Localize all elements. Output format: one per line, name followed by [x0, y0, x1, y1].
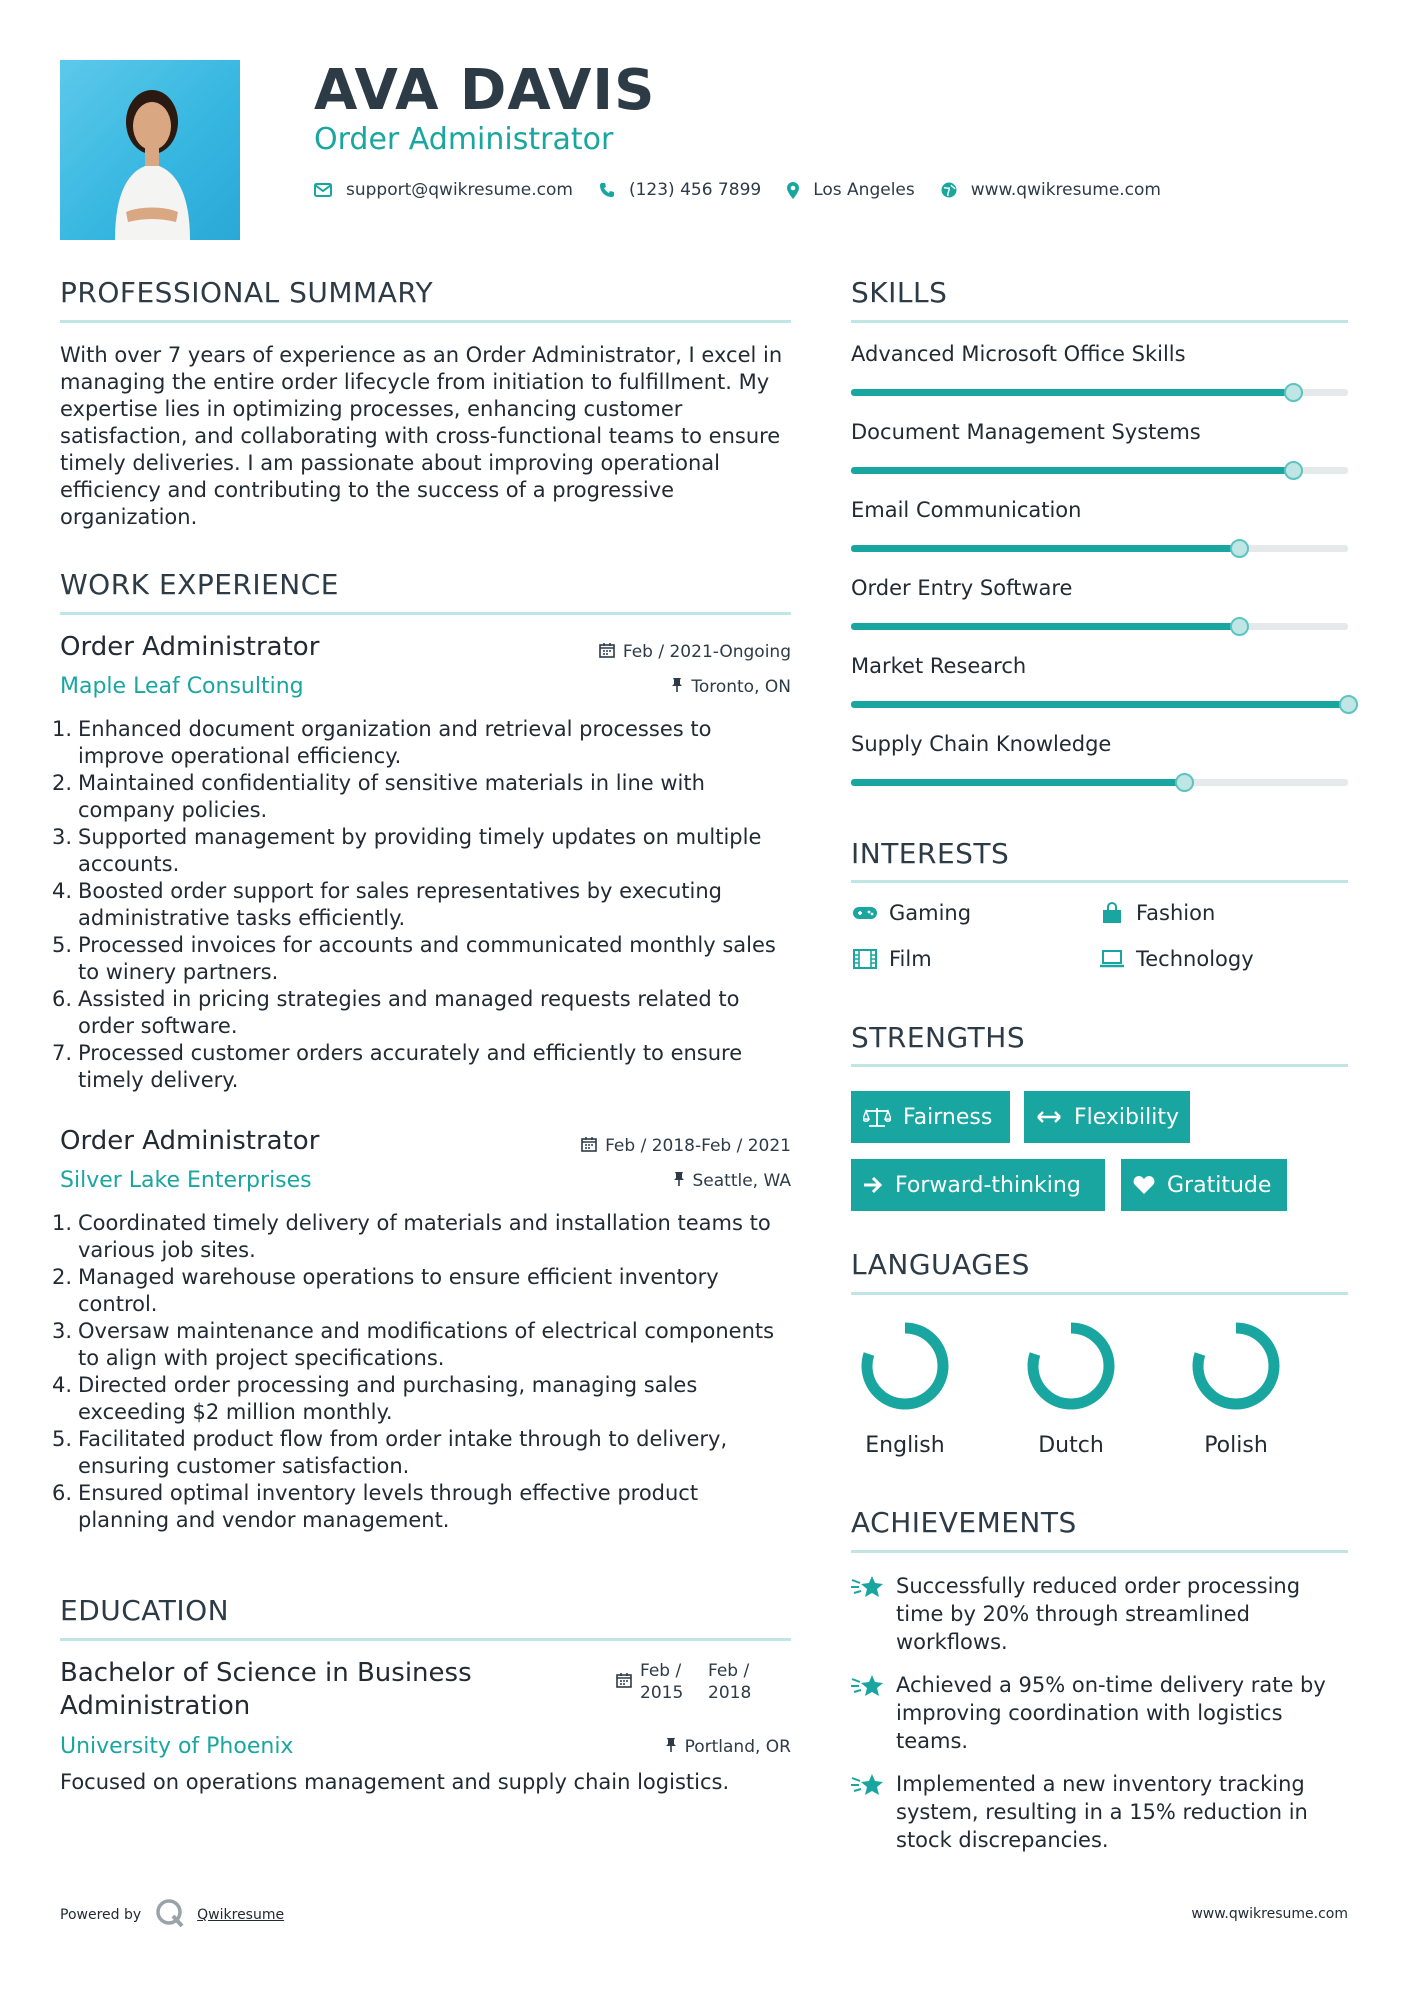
brand-link[interactable]: Qwikresume: [197, 1907, 285, 1923]
interests-divider: [851, 880, 1348, 883]
job-date: [599, 642, 791, 662]
skill-bar-fill: [851, 389, 1293, 396]
education-school: University of Phoenix: [60, 1734, 294, 1759]
list-item: 5. Processed invoices for accounts and communicated monthly sales to winery partners.: [52, 933, 776, 984]
strength-chip-fairness: [851, 1091, 1010, 1143]
contact-email[interactable]: [314, 180, 573, 200]
strengths-heading: STRENGTHS: [851, 1021, 1026, 1054]
education-divider: [60, 1638, 791, 1641]
arrow-right-icon: [863, 1176, 883, 1194]
heart-icon: [1133, 1175, 1155, 1195]
person-silhouette-icon: [60, 60, 240, 240]
achievement-text: Achieved a 95% on-time delivery rate by improving coordination with logistics teams.: [896, 1673, 1326, 1753]
job-location: [673, 1171, 792, 1191]
list-item: 1. Enhanced document organization and retrieval processes to improve operational efficiency.: [52, 717, 712, 768]
summary-text: With over 7 years of experience as an Order Administrator, I excel in managing the entire order lifecycle from initiation to fulfillment. My expertise lies in optimizing processes, enhancing customer satisfaction, and collaborating with cross-functional teams to ensure timely deliveries. I am passionate about improving operational efficiency and contributing to the success of a progressive organization.: [60, 343, 783, 529]
gamepad-icon: [851, 905, 879, 921]
list-item: 5. Facilitated product flow from order intake through to delivery, ensuring customer satisfaction.: [52, 1427, 728, 1478]
education-location-text: Portland, OR: [684, 1737, 791, 1757]
candidate-role: Order Administrator: [314, 122, 614, 157]
shopping-bag-icon: [1098, 902, 1126, 924]
shooting-star-icon: [851, 1574, 885, 1607]
strength-chip-gratitude: [1121, 1159, 1287, 1211]
education-degree: Bachelor of Science in Business Administration: [60, 1658, 472, 1721]
laptop-icon: [1098, 950, 1126, 968]
education-heading: EDUCATION: [60, 1594, 230, 1627]
skill-bar-knob: [1339, 695, 1358, 714]
skill-bar-fill: [851, 779, 1184, 786]
interest-label: Film: [889, 947, 932, 971]
list-item: 2. Maintained confidentiality of sensitive materials in line with company policies.: [52, 771, 705, 822]
interest-label: Gaming: [889, 901, 972, 925]
list-item: 4. Boosted order support for sales representatives by executing administrative tasks efficiently.: [52, 879, 722, 930]
skill-bar-knob: [1284, 461, 1303, 480]
footer-powered-by: [60, 1898, 284, 1932]
list-item: 3. Oversaw maintenance and modifications of electrical components to align with project specifications.: [52, 1319, 775, 1370]
skill-bar-fill: [851, 467, 1293, 474]
job-duties-list: [52, 1210, 791, 1534]
phone-text: (123) 456 7899: [628, 180, 762, 200]
candidate-name: AVA DAVIS: [314, 58, 656, 123]
job-title: Order Administrator: [60, 632, 320, 662]
skill-name: Document Management Systems: [851, 420, 1201, 444]
contact-location: [787, 180, 915, 200]
email-text: support@qwikresume.com: [346, 180, 573, 200]
strength-label: Fairness: [903, 1104, 993, 1130]
balance-scale-icon: [863, 1106, 891, 1128]
strength-label: Flexibility: [1074, 1104, 1179, 1130]
pin-icon: [673, 1171, 685, 1191]
education-location: [665, 1737, 791, 1757]
map-marker-icon: [787, 182, 799, 199]
language-name: English: [865, 1433, 945, 1458]
skill-bar: [851, 545, 1348, 552]
education-date-end: Feb / 2018: [708, 1661, 752, 1703]
skill-bar-knob: [1230, 617, 1249, 636]
interest-fashion: [1098, 901, 1215, 925]
interest-technology: [1098, 947, 1254, 971]
achievements-divider: [851, 1550, 1348, 1553]
language-name: Dutch: [1038, 1433, 1104, 1458]
job-duties-list: [52, 716, 791, 1094]
job-date-text: Feb / 2021-Ongoing: [622, 642, 791, 662]
skill-bar: [851, 389, 1348, 396]
shooting-star-icon: [851, 1772, 885, 1805]
languages-divider: [851, 1292, 1348, 1295]
list-item: 6. Ensured optimal inventory levels through effective product planning and vendor management.: [52, 1481, 699, 1532]
skill-bar: [851, 701, 1348, 708]
achievement-text: Successfully reduced order processing time by 20% through streamlined workflows.: [896, 1574, 1301, 1654]
pin-icon: [665, 1737, 677, 1757]
skill-bar-knob: [1284, 383, 1303, 402]
contact-bar: [314, 180, 1187, 200]
pin-icon: [671, 677, 683, 697]
footer-website[interactable]: www.qwikresume.com: [1191, 1906, 1348, 1922]
skill-bar: [851, 467, 1348, 474]
calendar-icon: [616, 1672, 632, 1694]
list-item: 1. Coordinated timely delivery of materials and installation teams to various job sites.: [52, 1211, 771, 1262]
job-company: Silver Lake Enterprises: [60, 1168, 312, 1193]
interest-label: Technology: [1136, 947, 1254, 971]
job-location-text: Seattle, WA: [692, 1171, 791, 1191]
shooting-star-icon: [851, 1673, 885, 1706]
globe-icon: [941, 182, 957, 198]
job-location-text: Toronto, ON: [691, 677, 791, 697]
list-item: 3. Supported management by providing timely updates on multiple accounts.: [52, 825, 762, 876]
achievement-text: Implemented a new inventory tracking system, resulting in a 15% reduction in stock discrepancies.: [896, 1772, 1308, 1852]
skill-bar-fill: [851, 545, 1239, 552]
list-item: 6. Assisted in pricing strategies and managed requests related to order software.: [52, 987, 740, 1038]
qwikresume-logo-icon: [155, 1898, 185, 1932]
interest-label: Fashion: [1136, 901, 1216, 925]
language-progress-ring: [859, 1320, 951, 1412]
phone-icon: [599, 182, 615, 198]
interest-film: [851, 947, 932, 971]
list-item: 7. Processed customer orders accurately and efficiently to ensure timely delivery.: [52, 1041, 743, 1092]
experience-heading: WORK EXPERIENCE: [60, 568, 339, 601]
skill-bar: [851, 779, 1348, 786]
job-company: Maple Leaf Consulting: [60, 674, 304, 699]
achievement-item: [851, 1671, 1348, 1755]
education-date: [616, 1660, 768, 1704]
education-description: Focused on operations management and supply chain logistics.: [60, 1770, 730, 1794]
strength-label: Forward-thinking: [895, 1172, 1081, 1198]
location-text: Los Angeles: [813, 180, 915, 200]
skill-bar-knob: [1230, 539, 1249, 558]
list-item: 2. Managed warehouse operations to ensure efficient inventory control.: [52, 1265, 719, 1316]
skill-bar-fill: [851, 701, 1348, 708]
interest-gaming: [851, 901, 971, 925]
calendar-icon: [581, 1136, 597, 1156]
contact-website[interactable]: [941, 180, 1161, 200]
job-location: [671, 677, 791, 697]
skill-name: Supply Chain Knowledge: [851, 732, 1112, 756]
job-title: Order Administrator: [60, 1126, 320, 1156]
strength-chip-forward-thinking: [851, 1159, 1105, 1211]
interests-heading: INTERESTS: [851, 837, 1010, 870]
list-item: 4. Directed order processing and purchasing, managing sales exceeding $2 million monthly.: [52, 1373, 698, 1424]
contact-phone[interactable]: [599, 180, 761, 200]
experience-divider: [60, 612, 791, 615]
website-text: www.qwikresume.com: [970, 180, 1161, 200]
skill-name: Advanced Microsoft Office Skills: [851, 342, 1186, 366]
profile-photo: [60, 60, 240, 240]
job-date-text: Feb / 2018-Feb / 2021: [605, 1136, 791, 1156]
language-progress-ring: [1190, 1320, 1282, 1412]
strength-chip-flexibility: [1024, 1091, 1190, 1143]
achievement-item: [851, 1770, 1348, 1854]
arrows-horizontal-icon: [1036, 1110, 1062, 1124]
film-icon: [851, 949, 879, 969]
summary-heading: PROFESSIONAL SUMMARY: [60, 276, 434, 309]
skills-divider: [851, 320, 1348, 323]
education-date-start: Feb / 2015: [640, 1661, 684, 1703]
skill-bar: [851, 623, 1348, 630]
skill-name: Order Entry Software: [851, 576, 1073, 600]
strengths-divider: [851, 1064, 1348, 1067]
language-name: Polish: [1204, 1433, 1268, 1458]
powered-by-text: Powered by: [60, 1907, 142, 1923]
skill-name: Market Research: [851, 654, 1027, 678]
skill-bar-knob: [1175, 773, 1194, 792]
calendar-icon: [599, 642, 615, 662]
achievements-heading: ACHIEVEMENTS: [851, 1506, 1077, 1539]
job-date: [581, 1136, 791, 1156]
skill-bar-fill: [851, 623, 1239, 630]
languages-heading: LANGUAGES: [851, 1248, 1030, 1281]
skills-heading: SKILLS: [851, 276, 948, 309]
skill-name: Email Communication: [851, 498, 1082, 522]
envelope-icon: [314, 183, 332, 197]
achievement-item: [851, 1572, 1348, 1656]
strength-label: Gratitude: [1167, 1172, 1272, 1198]
language-progress-ring: [1025, 1320, 1117, 1412]
summary-divider: [60, 320, 791, 323]
